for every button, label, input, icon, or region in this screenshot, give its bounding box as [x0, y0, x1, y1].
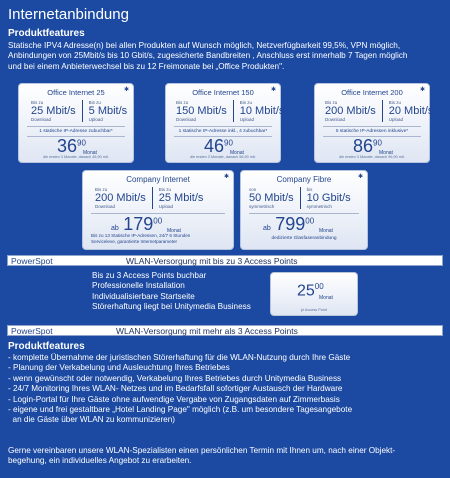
download-speed: [25, 100, 82, 122]
price-unit: Monat: [167, 228, 181, 234]
speed-label: Upload: [388, 117, 404, 122]
page-title: Internetanbindung: [8, 6, 129, 23]
download-speed: [170, 100, 233, 122]
download-speed: [319, 100, 382, 122]
price-euro: 46: [204, 136, 225, 156]
list-item: - Planung der Verkabelung und Ausleuchtung Ihres Betriebes: [8, 363, 230, 373]
speed-prefix: Bis zu: [176, 100, 189, 105]
speed-value: 25 Mbit/s: [158, 192, 204, 204]
plan-card-office-150[interactable]: [165, 83, 285, 163]
speed-label: symmetrisch: [306, 204, 332, 209]
intro-paragraph: [8, 41, 448, 72]
plan-extra-line: dedizierte Glasfaseranbindung: [271, 236, 337, 241]
footnote-star-icon: ✱: [419, 87, 425, 93]
speed-value: 150 Mbit/s: [176, 105, 227, 117]
price-cent: 00: [153, 216, 163, 226]
plan-price: [57, 136, 97, 157]
price-unit: Monat: [83, 150, 97, 156]
powerspot-price-card[interactable]: [270, 272, 358, 316]
plan-card-company-fibre[interactable]: [240, 170, 368, 250]
price-euro: 86: [353, 136, 374, 156]
list-item: - 24/7 Monitoring Ihres WLAN- Netzes und im Bedarfsfall sofortiger Austausch der Hardware: [8, 384, 343, 394]
price-cent: 00: [305, 216, 315, 226]
powerspot-label: WLAN-Versorgung mit bis zu 3 Access Points: [126, 256, 298, 266]
plan-note: 5 statische IP-Adressen inklusive*: [335, 129, 409, 134]
speed-prefix: Bis zu: [325, 100, 338, 105]
plan-price: [353, 136, 393, 157]
intro-line: Statische IPV4 Adresse(n) bei allen Produkten auf Wunsch möglich, Netzverfügbarkeit 99,5%, VPN möglich,: [8, 41, 401, 50]
speed-value: 10 Mbit/s: [239, 105, 285, 117]
speed-label: Download: [95, 204, 116, 209]
upload-speed: [82, 100, 134, 122]
list-item: - Login-Portal für Ihre Gäste ohne aufwendige Vergabe von Zugangsdaten auf Zimmerbasis: [8, 394, 340, 404]
download-speed: [243, 187, 300, 209]
speed-value: 200 Mbit/s: [95, 192, 146, 204]
price-prefix: ab: [263, 225, 271, 232]
closing-paragraph: [8, 446, 395, 467]
plan-speeds: [170, 100, 290, 122]
speed-prefix: Bis zu: [388, 100, 402, 105]
list-item: Professionelle Installation: [92, 281, 185, 291]
powerspot-logo: PowerSpot: [11, 256, 53, 266]
divider: [174, 126, 272, 127]
speed-prefix: Bis zu: [239, 100, 253, 105]
plan-speeds: [243, 187, 357, 209]
price-unit: Monat: [379, 150, 393, 156]
upload-speed: [233, 100, 291, 122]
speed-prefix: Bis zu: [31, 100, 44, 105]
section-heading: Produktfeatures: [8, 28, 85, 39]
plan-speeds: [319, 100, 439, 122]
speed-prefix: bis: [306, 187, 313, 192]
plan-name: Office Internet 150: [192, 88, 254, 97]
section-heading: Produktfeatures: [8, 341, 85, 352]
price-prefix: ab: [111, 225, 119, 232]
powerspot-bar-large: [7, 325, 443, 336]
speed-label: Upload: [239, 117, 255, 122]
price-euro: 25: [297, 282, 315, 300]
plan-card-company-internet[interactable]: [82, 170, 234, 250]
plan-name: Office Internet 200: [341, 88, 403, 97]
list-item: - eigene und frei gestaltbare „Hotel Landing Page" möglich (z.B. um besondere Tagesangebote: [8, 405, 353, 415]
price-unit: Monat: [319, 295, 333, 301]
plan-speeds: [89, 187, 209, 209]
list-item: Bis zu 3 Access Points buchbar: [92, 271, 207, 280]
plan-extra-line: Bis zu 13 Statische IP-Adressen, 24/7 6 Stunden: [91, 233, 191, 238]
speed-prefix: Bis zu: [158, 187, 172, 192]
plan-fine-print: die ersten 3 Monate, danach 46,90 mtl.: [43, 155, 109, 159]
footnote-star-icon: ✱: [223, 174, 229, 180]
upload-speed: [300, 187, 357, 209]
intro-line: und bei einem Anbieterwechsel bis zu 12 Freimonate bei „Office Produkten".: [8, 61, 285, 71]
list-item: Individualisierbare Startseite: [92, 291, 195, 301]
powerspot-bar-small: [7, 255, 443, 266]
download-speed: [89, 187, 152, 209]
plan-speeds: [25, 100, 133, 122]
footnote-star-icon: ✱: [357, 174, 363, 180]
list-item: an die Gäste über WLAN zu kommunizieren): [8, 415, 176, 425]
plan-price: [263, 214, 333, 235]
plan-price: [111, 214, 181, 235]
price-fine-print: je Access Point: [301, 308, 327, 312]
speed-value: 25 Mbit/s: [31, 105, 76, 117]
price-cent: 90: [373, 138, 382, 148]
plan-name: Company Internet: [126, 175, 190, 184]
plan-name: Office Internet 25: [47, 88, 105, 97]
speed-prefix: Bis zu: [88, 100, 101, 105]
list-item: - komplette Übernahme der juristischen Störerhaftung für die WLAN-Nutzung durch Ihre Gäste: [8, 353, 351, 362]
divider: [323, 126, 421, 127]
wlan-feature-list: [8, 353, 352, 426]
upload-speed: [382, 100, 440, 122]
footnote-star-icon: ✱: [123, 87, 129, 93]
plan-name: Company Fibre: [276, 175, 332, 184]
plan-card-office-200[interactable]: [314, 83, 434, 163]
list-item: Störerhaftung liegt bei Unitymedia Business: [92, 302, 251, 312]
plan-note: 1 statische IP-Adresse inkl., 4 zubuchbar*: [178, 129, 268, 134]
footnote-star-icon: ✱: [270, 87, 276, 93]
speed-label: Download: [31, 117, 52, 122]
price-unit: Monat: [230, 150, 244, 156]
price-cent: 90: [77, 138, 86, 148]
price-cent: 00: [314, 282, 324, 291]
speed-prefix: Bis zu: [95, 187, 108, 192]
price-cent: 90: [224, 138, 233, 148]
speed-prefix: von: [249, 187, 257, 192]
plan-fine-print: die ersten 3 Monate, danach 56,90 mtl.: [190, 155, 256, 159]
speed-label: Download: [325, 117, 346, 122]
speed-label: Upload: [88, 117, 103, 122]
divider: [27, 126, 125, 127]
powerspot-label: WLAN-Versorgung mit mehr als 3 Access Points: [116, 326, 298, 336]
plan-extra-line: Serviceleve, garantierte Internetparameter: [91, 239, 178, 244]
speed-label: symmetrisch: [249, 204, 275, 209]
powerspot-feature-list: [92, 271, 251, 313]
closing-line: begehung, ein individuelles Angebot zu erarbeiten.: [8, 456, 192, 466]
speed-value: 50 Mbit/s: [249, 192, 294, 204]
speed-value: 5 Mbit/s: [88, 105, 128, 117]
speed-label: Download: [176, 117, 197, 122]
price-unit: Monat: [319, 228, 333, 234]
list-item: - wenn gewünscht oder notwendig, Verkabelung Ihres Betriebes durch Unitymedia Business: [8, 373, 342, 383]
closing-line: Gerne vereinbaren unsere WLAN-Spezialisten einen persönlichen Termin mit Ihnen um, nach einer Objekt-: [8, 446, 396, 455]
plan-card-office-25[interactable]: [18, 83, 134, 163]
upload-speed: [152, 187, 210, 209]
speed-label: Upload: [158, 204, 174, 209]
plan-price: [204, 136, 244, 157]
price-euro: 799: [275, 214, 306, 234]
intro-line: Anbindungen von 25Mbit/s bis 10 Gbit/s, zugesicherte Bandbreiten , Anschluss erst innerhalb 7 Tagen möglich: [8, 51, 408, 61]
speed-value: 200 Mbit/s: [325, 105, 376, 117]
price-euro: 179: [123, 214, 154, 234]
powerspot-price: [297, 282, 333, 301]
speed-value: 20 Mbit/s: [388, 105, 434, 117]
speed-value: 10 Gbit/s: [306, 192, 351, 204]
price-euro: 36: [57, 136, 78, 156]
powerspot-logo: PowerSpot: [11, 326, 53, 336]
plan-fine-print: die ersten 3 Monate, danach 96,90 mtl.: [339, 155, 405, 159]
plan-note: 1 statische IP-Adresse zubuchbar*: [39, 129, 113, 134]
